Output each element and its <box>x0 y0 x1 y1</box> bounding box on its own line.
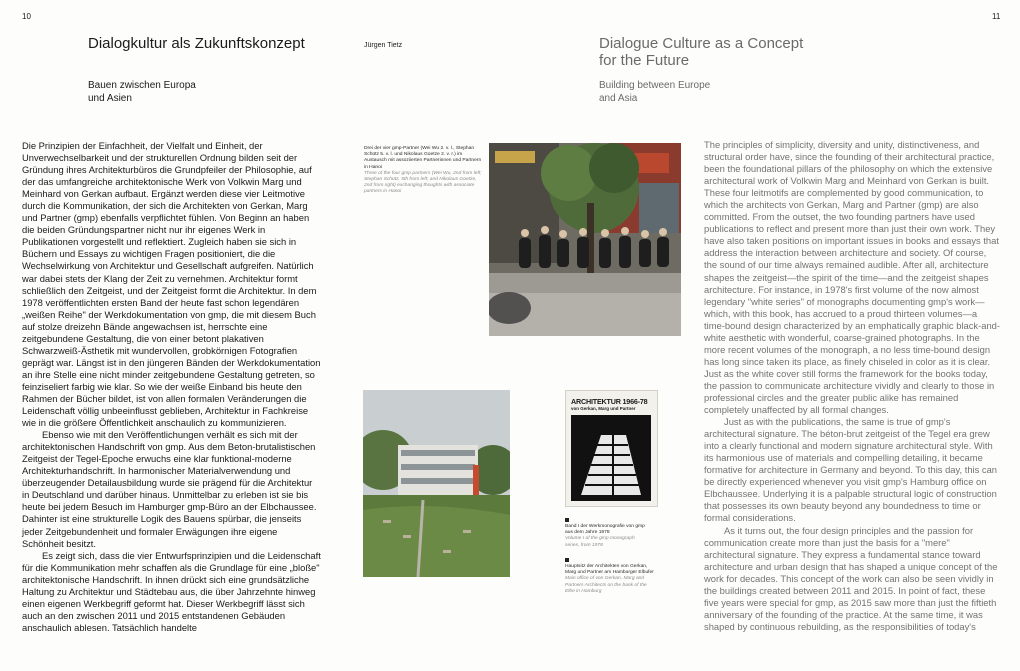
caption-book-de: Band I der Werkmonografie von gmp aus dem Jahre 1978 <box>565 524 645 536</box>
caption-book <box>565 518 645 549</box>
english-body <box>704 139 1000 633</box>
book-cover-photo <box>571 415 651 501</box>
english-subtitle: Building between Europe and Asia <box>599 80 711 104</box>
english-paragraph: As it turns out, the four design principles and the passion for communication create more than just the basis for a "mere" architectural signature. They express a fundamental stance toward architecture and urban design that has shaped a unique concept of the work for decades. This concept of the work can also be seen vividly in the buildings created between 2011 and 2015. In point of fact, these five years were special for gmp, as 2015 saw more than just the fiftieth anniversary of the founding of the practice. At the same time, it was shaped by continuous rebuilding, as the responsibilities of today's <box>704 524 998 632</box>
author-name: Jürgen Tietz <box>364 42 403 49</box>
caption-marker-square <box>565 558 569 562</box>
page-number-right: 11 <box>992 12 1001 21</box>
german-title: Dialogkultur als Zukunftskonzept <box>88 35 305 52</box>
caption-office <box>565 558 655 595</box>
english-paragraph: The principles of simplicity, diversity and unity, distinctiveness, and structural order have, since the founding of their architectural practice, been the foundational pillars of the philosophy on which the extensive architectural work of Volkwin Marg and Meinhard von Gerkan is built. These four leitmotifs are complemented by good communication, to which the architects von Gerkan, Marg and Partner (gmp) are also committed. From the outset, the two founding partners have used publications to reflect and present more than just their own work. They have also taken positions on important issues in books and essays that address the interaction between architecture and society. Of course, the sound of our time always remained audible. After all, architecture shapes the zeitgeist—the spirit of the time—and the zeitgeist shapes architecture. For instance, in 1978's first volume of the now almost legendary "white series" of monographs documenting gmp's work—which, with this book, has accrued to a proud thirteen volumes—a time-bound design characterized by an emphatically graphic black-and-white aesthetic with wonderful, coarse-grained photographs. In the more recent volumes of the monograph, a no less time-bound design has long since taken its place, as finely chiseled in color as it is clear. Just as the white cover still forms the framework for the books today, the passion to communicate architecture vividly and clearly to those in professional circles and the greater public alike has remained completely unaffected by all formal changes. <box>704 139 1000 416</box>
german-paragraph: Es zeigt sich, dass die vier Entwurfsprinzipien und die Leidenschaft für die Kommunikation mehr schaffen als die Grundlage für eine „bloße" architektonische Handschrift. In ihnen drückt sich eine grundsätzliche Haltung zu Architektur und Städtebau aus, die über Jahrzehnte hinweg einen eigenen Werkbegriff geformt hat. Dieser Werkbegriff lässt sich auch an den zwischen 2011 und 2015 entstandenen Gebäuden anschaulich ablesen. Tatsächlich handelte <box>22 549 321 633</box>
caption-book-en: Volume I of the gmp monograph series, from 1978 <box>565 536 635 548</box>
german-paragraph: Ebenso wie mit den Veröffentlichungen verhält es sich mit der architektonischen Handschrift von gmp. Aus dem Beton-brutalistischen Zeitgeist der Tegel-Epoche erwuchs eine klar funktional-moderne Architekturhandschrift. In harmonischer Materialverwendung und überzeugender Detailausbildung wurde sie prägend für die Architektur in Deutschland und darüber hinaus. Unmittelbar zu erleben ist sie bis heute bei jedem Besuch im Hamburger gmp-Büro an der Elbchaussee. Dahinter ist eine strukturelle Logik des Bauens spürbar, die jenseits jeder Zeitgebundenheit und formaler Erwägungen ihre eigene Schönheit besitzt. <box>22 429 317 549</box>
photo-partners-hanoi <box>489 143 681 336</box>
office-building-illustration <box>363 390 510 577</box>
caption-partners-de: Drei der vier gmp-Partner (Wei Wu 2. v. l., Stephan Schütz 5. v. l. und Nikolaus Goetze 2. v. r.) im Austausch mit assoziierten Partnerinnen und Partnern in Hanoi <box>364 146 482 170</box>
photo-hamburg-office <box>363 390 510 577</box>
caption-office-de: Hauptsitz der Architekten von Gerkan, Marg und Partner am Hamburger Elbufer <box>565 564 654 576</box>
book-cover-title: ARCHITEKTUR 1966-78 <box>571 397 648 406</box>
street-scene-illustration <box>489 143 681 336</box>
english-paragraph: Just as with the publications, the same is true of gmp's architectural signature. The béton-brut zeitgeist of the Tegel era grew into a clearly functional and modern signature architectural style. With its harmonious use of materials and compelling detailing, it became formative for architecture in Germany and beyond. To this day, this can be directly experienced whenever you visit gmp's Hamburg office on Elbchaussee. Underlying it is a palpable structural logic of construction that possesses its own beauty beyond any boundedness to time or formal considerations. <box>704 416 998 524</box>
book-cover-1966-78 <box>565 390 658 507</box>
german-paragraph: Die Prinzipien der Einfachheit, der Vielfalt und Einheit, der Unverwechselbarkeit und der strukturellen Ordnung bilden seit der Gründung ihres Architekturbüros die Grundpfeiler der Philosophie, auf der das umfangreiche architektonische Werk von Volkwin Marg und Meinhard von Gerkan aufbaut. Ergänzt werden diese vier Leitmotive durch die Kommunikation, der sich die Architekten von Gerkan, Marg und Partner (gmp) ebenfalls verpflichtet fühlen. Von Beginn an haben die beiden Gründungspartner nicht nur ihr eigenes Werk in Publikationen vorgestellt und reflektiert. Zugleich haben sie sich in Büchern und Essays zu wichtigen Fragen positioniert, die die Wechselwirkung von Architektur und Gesellschaft aufgreifen. Natürlich war dabei stets der Klang der Zeit zu vernehmen. Architektur formt schließlich den Zeitgeist, und der Zeitgeist formt die Architektur. In dem 1978 veröffentlichten ersten Band der heute fast schon legendären „weißen Reihe" der Werkdokumentation von gmp, die mit diesem Buch auf stolze dreizehn Bände angewachsen ist, herrschte eine zeitgebundene Gestaltung, die von einer betont plakativen Schwarzweiß-Ästhetik mit wundervollen, grobkörnigen Fotografien geprägt war. Längst ist in den jüngeren Bänden der Werkdokumentation an ihre Stelle eine nicht minder zeitgebundene Gestaltung getreten, so feinziseliert farbig wie klar. So wie der weiße Einband bis heute den Rahmen der Bücher bildet, ist von allen formalen Veränderungen die Leidenschaft völlig unbeeinflusst geblieben, Architektur in Fachkreise wie in die größere Öffentlichkeit anschaulich zu kommunizieren. <box>22 140 321 429</box>
page-number-left: 10 <box>22 12 31 21</box>
caption-office-en: Main office of von Gerkan, Marg and Partners Architects on the bank of the Elbe in Hamburg <box>565 576 647 594</box>
german-body <box>22 140 321 634</box>
german-subtitle: Bauen zwischen Europa und Asien <box>88 80 196 104</box>
caption-marker-square <box>565 518 569 522</box>
caption-partners-en: Three of the four gmp partners (Wei Wu, 2nd from left; Stephan Schütz, 5th from left; and Nikolaus Goetze, 2nd from right) exchanging thoughts with associate partners in Hanoi <box>364 170 482 195</box>
caption-partners <box>364 146 482 196</box>
book-cover-subtitle: von Gerkan, Marg und Partner <box>571 406 636 411</box>
english-title: Dialogue Culture as a Concept for the Future <box>599 35 804 69</box>
